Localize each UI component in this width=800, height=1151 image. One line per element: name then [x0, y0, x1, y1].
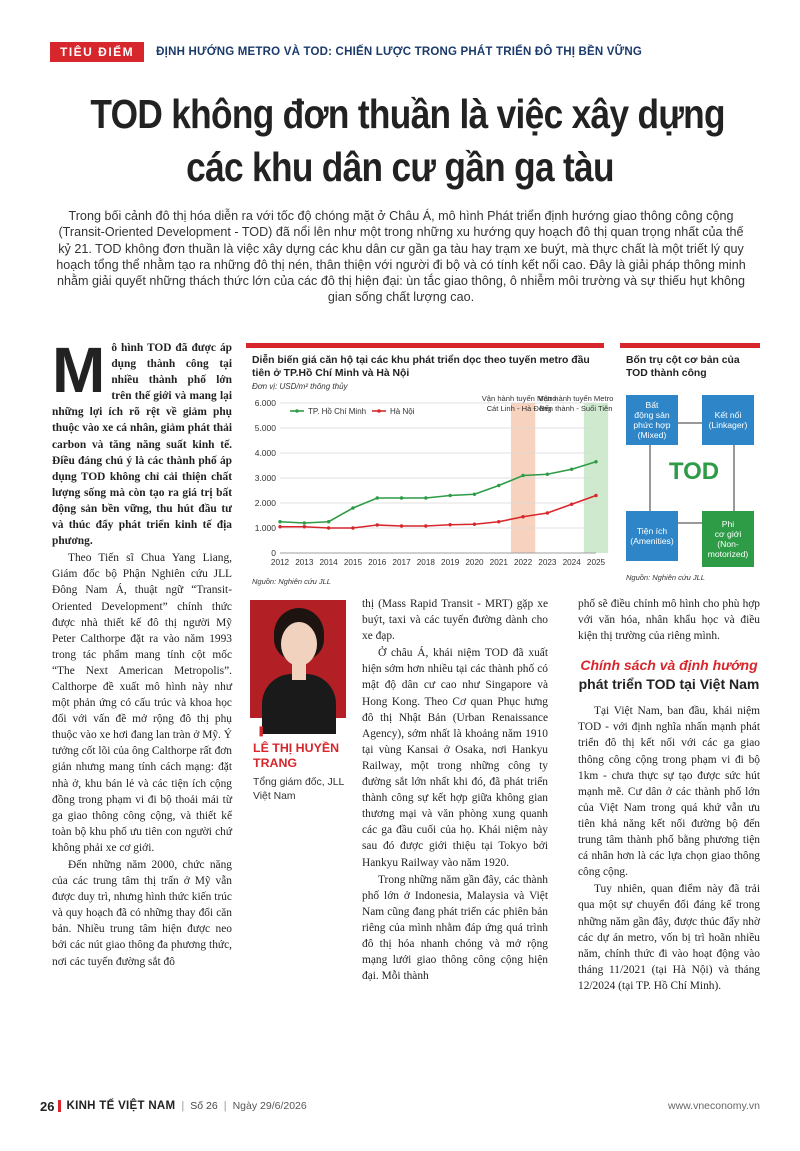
- paragraph: ô hình TOD đã được áp dụng thành công tại nhiều thành phố lớn trên thế giới và mang lại những lợi ích rõ rệt về giảm phụ thuộc vào xe cá nhân, giảm phát thải carbon và tăng năng suất kinh tế. Điều đáng chú ý là các thành phố áp dụng TOD không chỉ cải thiện chất lượng sống mà còn tạo ra giá trị bất động sản bền vững, thu hút đầu tư và thúc đẩy phát triển kinh tế địa phương.: [52, 342, 232, 548]
- data-point: [594, 494, 597, 497]
- article-lead: Trong bối cảnh đô thị hóa diễn ra với tốc độ chóng mặt ở Châu Á, mô hình Phát triển định hướng giao thông công cộng (Transit-Oriented Development - TOD) đã nổi lên như một trong những xu hướng quy hoạch đô thị quan trọng nhất của thế kỷ 21. TOD không đơn thuần là việc xây dựng các khu dân cư gần ga tàu hay trạm xe buýt, mà thực chất là một triết lý quy hoạch tổng thể nhằm tạo ra những đô thị nén, thân thiện với người đi bộ và có tính kết nối cao. Đây là giải pháp thông minh nhằm giải quyết những thách thức lớn của các đô thị hiện đại: ùn tắc giao thông, ô nhiễm môi trường và sự thiếu hụt không gian sống chất lượng cao.: [56, 209, 746, 305]
- data-point: [351, 526, 354, 529]
- drop-cap: M: [52, 334, 106, 406]
- data-point: [400, 524, 403, 527]
- subhead-line-black: phát triển TOD tại Việt Nam: [578, 676, 760, 693]
- paragraph: thị (Mass Rapid Transit - MRT) gặp xe buýt, taxi và các tuyến đường dành cho xe đạp.: [362, 598, 548, 643]
- data-point: [570, 468, 573, 471]
- x-tick-label: 2024: [562, 558, 581, 567]
- data-point: [521, 515, 524, 518]
- data-point: [376, 496, 379, 499]
- y-tick-label: 6.000: [254, 398, 276, 408]
- section-tag: TIÊU ĐIỂM: [50, 42, 144, 62]
- magazine-name: KINH TẾ VIỆT NAM: [66, 1100, 176, 1112]
- footer-separator: |: [223, 1100, 227, 1112]
- page-footer: [40, 1096, 760, 1116]
- headline-line-2: các khu dân cư gần ga tàu: [186, 144, 614, 190]
- chart-top-rule: [246, 343, 604, 348]
- chart-source: Nguồn: Nghiên cứu JLL: [252, 577, 331, 586]
- footer-separator: |: [181, 1100, 185, 1112]
- pillar-linkage: Kết nối (Linkager): [702, 395, 754, 445]
- x-tick-label: 2019: [441, 558, 460, 567]
- pillars-diagram: [620, 343, 760, 586]
- data-point: [546, 473, 549, 476]
- data-point: [303, 525, 306, 528]
- x-tick-label: 2012: [270, 558, 290, 567]
- y-tick-label: 5.000: [254, 423, 276, 433]
- chart-unit: Đơn vị: USD/m² thông thủy: [252, 382, 348, 391]
- x-tick-label: 2014: [319, 558, 338, 567]
- y-tick-label: 1.000: [254, 523, 276, 533]
- issue-number: Số 26: [190, 1100, 218, 1112]
- paragraph: Tuy nhiên, quan điểm này đã trải qua một sự chuyển đổi đáng kể trong những năm gần đây, được thúc đẩy nhờ các dự án metro, vốn bị trì hoãn nhiều năm, chính thức đi vào hoạt động vào tháng 11/2021 (tại Hà Nội) và tháng 12/2024 (tại TP. Hồ Chí Minh).: [578, 883, 760, 992]
- page-number: 26: [40, 1098, 55, 1114]
- data-point: [570, 503, 573, 506]
- x-tick-label: 2015: [343, 558, 363, 567]
- paragraph: phố sẽ điều chỉnh mô hình cho phù hợp với văn hóa, nhân khẩu học và điều kiện thị trường của riêng mình.: [578, 598, 760, 643]
- photo-face-shape: [281, 622, 317, 666]
- article-headline: [40, 88, 760, 194]
- y-tick-label: 0: [271, 548, 276, 558]
- body-column-2: [362, 596, 548, 985]
- x-tick-label: 2018: [416, 558, 435, 567]
- chart-title: Diễn biến giá căn hộ tại các khu phát triển dọc theo tuyến metro đầu tiên ở TP.Hồ Chí Minh và Hà Nội: [252, 355, 590, 379]
- data-point: [424, 524, 427, 527]
- data-point: [546, 511, 549, 514]
- data-point: [473, 523, 476, 526]
- profile-photo: [250, 600, 346, 718]
- y-tick-label: 2.000: [254, 498, 276, 508]
- legend-label: TP. Hồ Chí Minh: [308, 407, 367, 416]
- data-point: [424, 496, 427, 499]
- data-point: [303, 521, 306, 524]
- section-title: ĐỊNH HƯỚNG METRO VÀ TOD: CHIẾN LƯỢC TRONG PHÁT TRIỂN ĐÔ THỊ BỀN VỮNG: [156, 46, 643, 58]
- data-point: [594, 460, 597, 463]
- x-tick-label: 2025: [586, 558, 606, 567]
- website-url: www.vneconomy.vn: [667, 1100, 760, 1112]
- footer-accent-bar: [58, 1100, 61, 1112]
- data-point: [278, 525, 281, 528]
- pillars-title: Bốn trụ cột cơ bản của TOD thành công: [626, 355, 740, 379]
- paragraph: Ở châu Á, khái niệm TOD đã xuất hiện sớm hơn nhiều tại các thành phố có mật độ dân cư cao như Singapore và Hong Kong. Theo Cơ quan Phục hưng đô thị Nhật Bản (Urban Renaissance Agency), sớm nhất là khoảng năm 1910 tại vùng Kansai ở Osaka, nơi Hankyu Railway, một trong những công ty đường sắt lớn nhất khi đó, đã phát triển thành công sự kết hợp giữa không gian thương mại và văn phòng xung quanh các ga đầu cuối của họ. Khái niệm này sau đó được giới thiệu tại Tokyo bởi Hankyu Railway vào năm 1920.: [362, 647, 548, 869]
- pillar-amenities: Tiện ích (Amenities): [626, 511, 678, 561]
- section-header: [50, 42, 642, 62]
- annotation-label: Vận hành tuyến Metro: [538, 394, 614, 403]
- legend-marker: [295, 409, 298, 412]
- x-tick-label: 2020: [465, 558, 484, 567]
- x-tick-label: 2022: [513, 558, 533, 567]
- quote-mark-icon: ❚: [257, 726, 266, 737]
- data-point: [327, 526, 330, 529]
- data-point: [327, 520, 330, 523]
- pillar-mixed: Bất động sản phức hợp (Mixed): [626, 395, 678, 445]
- pillar-non-motorized: Phi cơ giới (Non- motorized): [702, 511, 754, 567]
- data-point: [497, 520, 500, 523]
- data-point: [400, 496, 403, 499]
- series-line: [280, 496, 596, 529]
- data-point: [278, 520, 281, 523]
- legend-label: Hà Nội: [390, 407, 415, 416]
- data-point: [497, 484, 500, 487]
- data-point: [521, 474, 524, 477]
- data-point: [351, 506, 354, 509]
- annotation-label: Cát Linh - Hà Đông: [486, 404, 552, 413]
- annotation-label: Bến thành - Suối Tiên: [539, 404, 613, 413]
- body-column-3: [578, 596, 760, 995]
- paragraph: Tại Việt Nam, ban đầu, khái niệm TOD - với định nghĩa nhấn mạnh phát triển đô thị kết nối với các ga giao thông công cộng trong phạm vi đi bộ 1km - chưa thực sự tạo được sức hút mạnh mẽ. Cư dân ở các thành phố lớn của Việt Nam trong quá khứ vẫn ưu tiên khả năng kết nối đường bộ đến trung tâm thành phố bằng phương tiện cá nhân hơn là các lựa chọn giao thông công cộng.: [578, 705, 760, 879]
- subhead-line-red: Chính sách và định hướng: [580, 657, 758, 674]
- y-tick-label: 3.000: [254, 473, 276, 483]
- data-point: [473, 493, 476, 496]
- y-tick-label: 4.000: [254, 448, 276, 458]
- x-tick-label: 2016: [368, 558, 387, 567]
- data-point: [376, 523, 379, 526]
- x-tick-label: 2023: [538, 558, 557, 567]
- annotation-label: Vận hành tuyến Metro: [481, 394, 557, 403]
- paragraph: Đến những năm 2000, chức năng của các trung tâm thị trấn ở Mỹ vẫn được duy trì, nhưng hình thức kiến trúc và quy hoạch đã có những thay đổi căn bản. Nhiều trung tâm hiện được neo bởi các nút giao thông đa phương thức, nơi các tuyến đường sắt đô: [52, 859, 232, 968]
- paragraph: Theo Tiến sĩ Chua Yang Liang, Giám đốc bộ Phận Nghiên cứu JLL Đông Nam Á, thuật ngữ “Transit-Oriented Development” chính thức được nhà thiết kế đô thị người Mỹ Peter Calthorpe đặt ra vào năm 1993 trong tác phẩm mang tính cột mốc “The Next American Metropolis”. Calthorpe đề xuất mô hình này như một phản ứng có cấu trúc và khoa học đối với vấn đề mở rộng đô thị phụ thuộc vào xe hơi đang lan tràn ở Mỹ. Ý tưởng cốt lõi của ông Calthorpe rất đơn giản nhưng mang tính cách mạng: đặt nhà ở, khu bán lẻ và các tiện ích cộng đồng trong phạm vi đi bộ thoải mái từ ga giao thông công cộng, và thiết kế toàn bộ khu phố ưu tiên con người chứ không phải xe cơ giới.: [52, 552, 232, 854]
- tod-center-label: TOD: [668, 458, 720, 485]
- x-tick-label: 2017: [392, 558, 411, 567]
- section-subhead: [578, 656, 760, 694]
- profile-name: LÊ THỊ HUYỀN TRANG: [253, 741, 340, 770]
- x-tick-label: 2013: [295, 558, 314, 567]
- body-column-1: [52, 334, 232, 971]
- profile-role: Tổng giám đốc, JLL Việt Nam: [253, 777, 344, 802]
- legend-marker: [377, 409, 380, 412]
- data-point: [448, 523, 451, 526]
- pillars-source: Nguồn: Nghiên cứu JLL: [626, 573, 705, 582]
- photo-body-shape: [262, 674, 336, 734]
- chart-canvas: [246, 383, 614, 578]
- price-chart: [246, 343, 614, 586]
- x-tick-label: 2021: [489, 558, 508, 567]
- headline-line-1: TOD không đơn thuần là việc xây dựng: [90, 91, 725, 137]
- paragraph: Trong những năm gần đây, các thành phố lớn ở Indonesia, Malaysia và Việt Nam cũng đang phát triển các phiên bản riêng của mình nhằm đáp ứng quá trình đô thị hóa nhanh chóng và mở rộng mạng lưới giao thông công cộng hiện đại. Mỗi thành: [362, 873, 548, 983]
- data-point: [448, 494, 451, 497]
- issue-date: Ngày 29/6/2026: [232, 1100, 307, 1112]
